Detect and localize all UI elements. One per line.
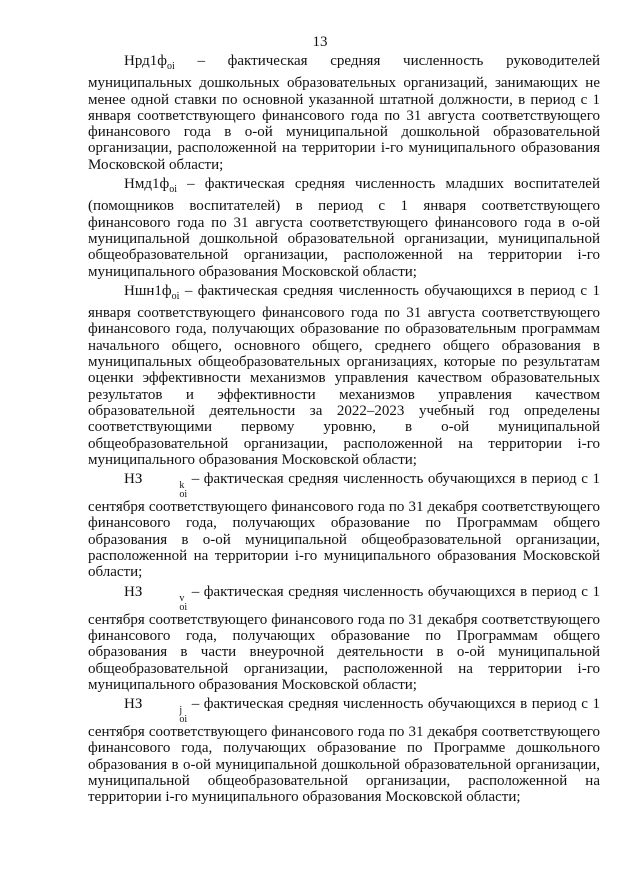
symbol-subscript: oi — [167, 61, 175, 72]
page-number: 13 — [312, 34, 328, 50]
symbol-base: Нрд1ф — [124, 53, 167, 69]
symbol-superscript: v — [179, 592, 185, 604]
formula-symbol — [124, 471, 188, 501]
formula-symbol — [124, 696, 188, 726]
formula-symbol — [124, 53, 175, 72]
symbol-base: НЗ — [124, 696, 143, 713]
symbol-subscript: oi — [179, 489, 188, 501]
formula-symbol — [124, 583, 188, 613]
symbol-subscript: oi — [179, 714, 188, 726]
symbol-base: НЗ — [124, 583, 143, 600]
symbol-base: Ншн1ф — [124, 282, 172, 299]
definition-paragraph — [88, 584, 600, 693]
symbol-base: Нмд1ф — [124, 176, 170, 193]
formula-symbol — [124, 176, 177, 196]
definition-text: – фактическая средняя численность обучающихся в период с 1 сентября соответствующего финансового года по 31 декабря соответствующего финансового года, получающих образование по Программам общего образования в о-ой муниципальной общеобразовательной организации, расположенной на территории i-го муниципального образования Московской области; — [88, 471, 600, 581]
document-body — [88, 53, 600, 809]
definition-text: – фактическая средняя численность младших воспитателей (помощников воспитателей) в период с 1 января соответствующего финансового года по 31 августа соответствующего финансового года в о-ой муниципальной дошкольной образовательной организации, муниципальной общеобразовательной организации, расположенной на территории i-го муниципального образования Московской области; — [88, 176, 600, 280]
symbol-subscript: oi — [179, 601, 188, 613]
symbol-superscript: j — [179, 705, 183, 717]
definition-paragraph — [88, 283, 600, 468]
definition-paragraph — [88, 696, 600, 805]
formula-symbol — [124, 282, 180, 302]
definition-paragraph — [88, 53, 600, 173]
definition-text: – фактическая средняя численность обучающихся в период с 1 января соответствующего финансового года по 31 августа соответствующего финансового года, получающих образование по образовательным программам начального общего, основного общего, среднего общего образования в муниципальных общеобразовательных организациях, которые по результатам оценки эффективности механизмов управления качеством образовательных результатов и эффективности механизмов управления качеством образовательной деятельности за 2022–2023 учебный год определены соответствующими первому уровню, в о-ой муниципальной общеобразовательной организации, расположенной на территории i-го муниципального образования Московской области; — [88, 282, 600, 468]
definition-text: – фактическая средняя численность руководителей муниципальных дошкольных образовательных организаций, занимающих не менее одной ставки по основной указанной штатной должности, в период с 1 января соответствующего финансового года по 31 августа соответствующего финансового года в о-ой муниципальной дошкольной образовательной организации, расположенной на территории i-го муниципального образования Московской области; — [88, 53, 600, 173]
definition-text: – фактическая средняя численность обучающихся в период с 1 сентября соответствующего финансового года по 31 декабря соответствующего финансового года, получающих образование по Программе дошкольного образования в о-ой муниципальной дошкольной образовательной организации, муниципальной общеобразовательной организации, расположенной на территории i-го муниципального образования Московской области; — [88, 696, 600, 806]
symbol-base: НЗ — [124, 471, 143, 488]
definition-paragraph — [88, 471, 600, 580]
symbol-subscript: oi — [171, 290, 180, 302]
definition-text: – фактическая средняя численность обучающихся в период с 1 сентября соответствующего финансового года по 31 декабря соответствующего финансового года, получающих образование по Программам общего образования в части внеурочной деятельности в о-ой муниципальной общеобразовательной организации, расположенной на территории i-го муниципального образования Московской области; — [88, 583, 600, 693]
symbol-subscript: oi — [169, 184, 177, 196]
symbol-superscript: k — [179, 480, 185, 492]
definition-paragraph — [88, 176, 600, 280]
